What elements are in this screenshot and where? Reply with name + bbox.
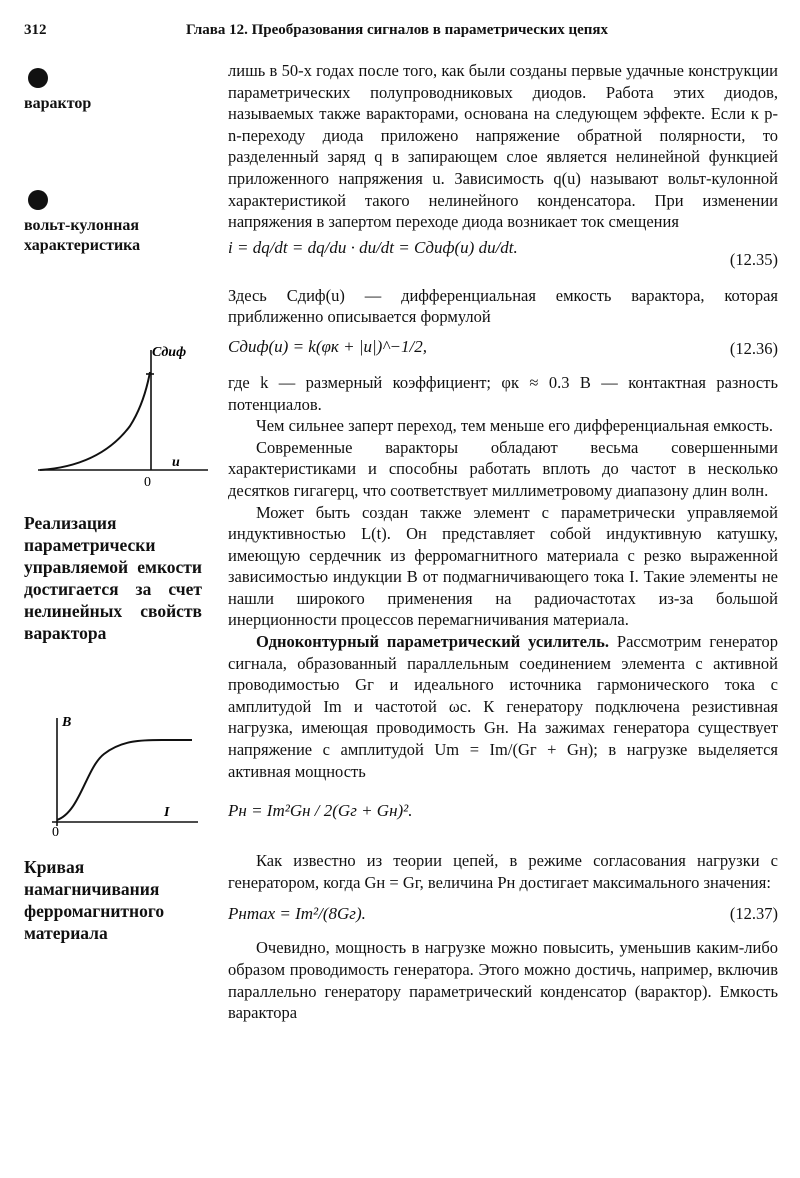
y-axis-label: Cдиф [152, 345, 187, 360]
equation-body: Pнmax = Im²/(8Gг). [228, 904, 366, 924]
paragraph-2: Здесь Cдиф(u) — дифференциальная емкость варактора, которая приближенно описывается формулой [228, 285, 778, 327]
paragraph-5: Современные варакторы обладают весьма совершенными характеристиками и способны работать вплоть до частот в несколько десятков гигагерц, что соответствует миллиметровому диапазону длин волн. [228, 437, 778, 500]
equation-power [228, 786, 778, 846]
equation-number: (12.36) [729, 338, 778, 358]
margin-term-varactor: варактор [24, 95, 92, 112]
paragraph-8: Как известно из теории цепей, в режиме согласования нагрузки с генератором, когда Gн = Gг, величина Pн достигает максимального значения: [228, 851, 778, 892]
varactor-capacitance-figure [30, 338, 220, 490]
main-text [228, 60, 778, 1024]
margin-caption-varactor: Реализация параметрически управляемой емкости достигается за счет нелинейных свойств варактора [24, 513, 202, 643]
x-axis-label: u [172, 455, 180, 470]
equation-body: Cдиф(u) = k(φк + |u|)^−1/2, [228, 336, 427, 356]
magnetization-figure [30, 712, 220, 842]
x-axis-label: I [164, 805, 170, 820]
paragraph-6: Может быть создан также элемент с параметрически управляемой индуктивностью L(t). Он представляет собой индуктивную катушку, имеющую сердечник из ферромагнитного материала с резко выраженной зависимостью индукции B от подмагничивающего тока I. Такие элементы не нашли широкого применения на радиочастотах из-за большой инерционности процессов перемагничивания материала. [228, 502, 778, 630]
page-number: 312 [24, 22, 47, 38]
margin-term-vck: вольт-кулонная характеристика [24, 217, 141, 254]
equation-number: (12.37) [729, 904, 778, 924]
paragraph-1: лишь в 50-х годах после того, как были созданы первые удачные конструкции параметрических полупроводниковых диодов. Работа этих диодов, называемых также варакторами, основана на следующем эффекте. Если к p-n-переходу диода приложено напряжение обратной полярности, то разделенный заряд q в запирающем слое является нелинейной функцией приложенного напряжения u. Зависимость q(u) называют вольт-кулонной характеристикой такого нелинейного конденсатора. При изменении напряжения в запертом переходе диода возникает ток смещения [228, 61, 778, 232]
equation-body: Pн = Im²Gн / 2(Gг + Gн)². [228, 801, 413, 821]
chapter-title: Глава 12. Преобразования сигналов в параметрических цепях [186, 22, 609, 38]
bullet-icon [28, 68, 48, 88]
equation-12-35 [228, 237, 778, 281]
capacitance-curve [40, 372, 150, 470]
paragraph-4: Чем сильнее заперт переход, тем меньше его дифференциальная емкость. [256, 416, 774, 436]
origin-label: 0 [144, 475, 151, 490]
equation-body: i = dq/dt = dq/du · du/dt = Cдиф(u) du/dt. [228, 237, 518, 257]
bullet-icon [28, 190, 48, 210]
page-header [24, 22, 784, 44]
equation-number: (12.35) [729, 249, 778, 269]
origin-label: 0 [52, 825, 59, 840]
paragraph-3: где k — размерный коэффициент; φк ≈ 0.3 В — контактная разность потенциалов. [228, 372, 778, 414]
section-heading: Одноконтурный параметрический усилитель. [256, 632, 610, 652]
equation-12-37 [228, 897, 778, 933]
magnetization-curve [57, 740, 192, 820]
equation-12-36 [228, 332, 778, 368]
paragraph-9: Очевидно, мощность в нагрузке можно повысить, уменьшив каким-либо образом проводимость генератора. Этого можно достичь, например, включив параллельно генератору параметрический конденсатор (варактор). Емкость варактора [228, 938, 778, 1023]
paragraph-7-text: Рассмотрим генератор сигнала, образованный параллельным соединением элемента с активной проводимостью Gг и идеального источника гармонического тока с амплитудой Im и частотой ωс. К генератору подключена резистивная нагрузка, имеющая проводимость Gн. На зажимах генератора существует напряжение с амплитудой Um = Im/(Gг + Gн); в нагрузке выделяется активная мощность [228, 632, 778, 781]
margin-caption-magnetization: Кривая намагничивания ферромагнитного материала [24, 857, 165, 943]
paragraph-7 [228, 631, 778, 782]
y-axis-label: B [62, 715, 72, 730]
